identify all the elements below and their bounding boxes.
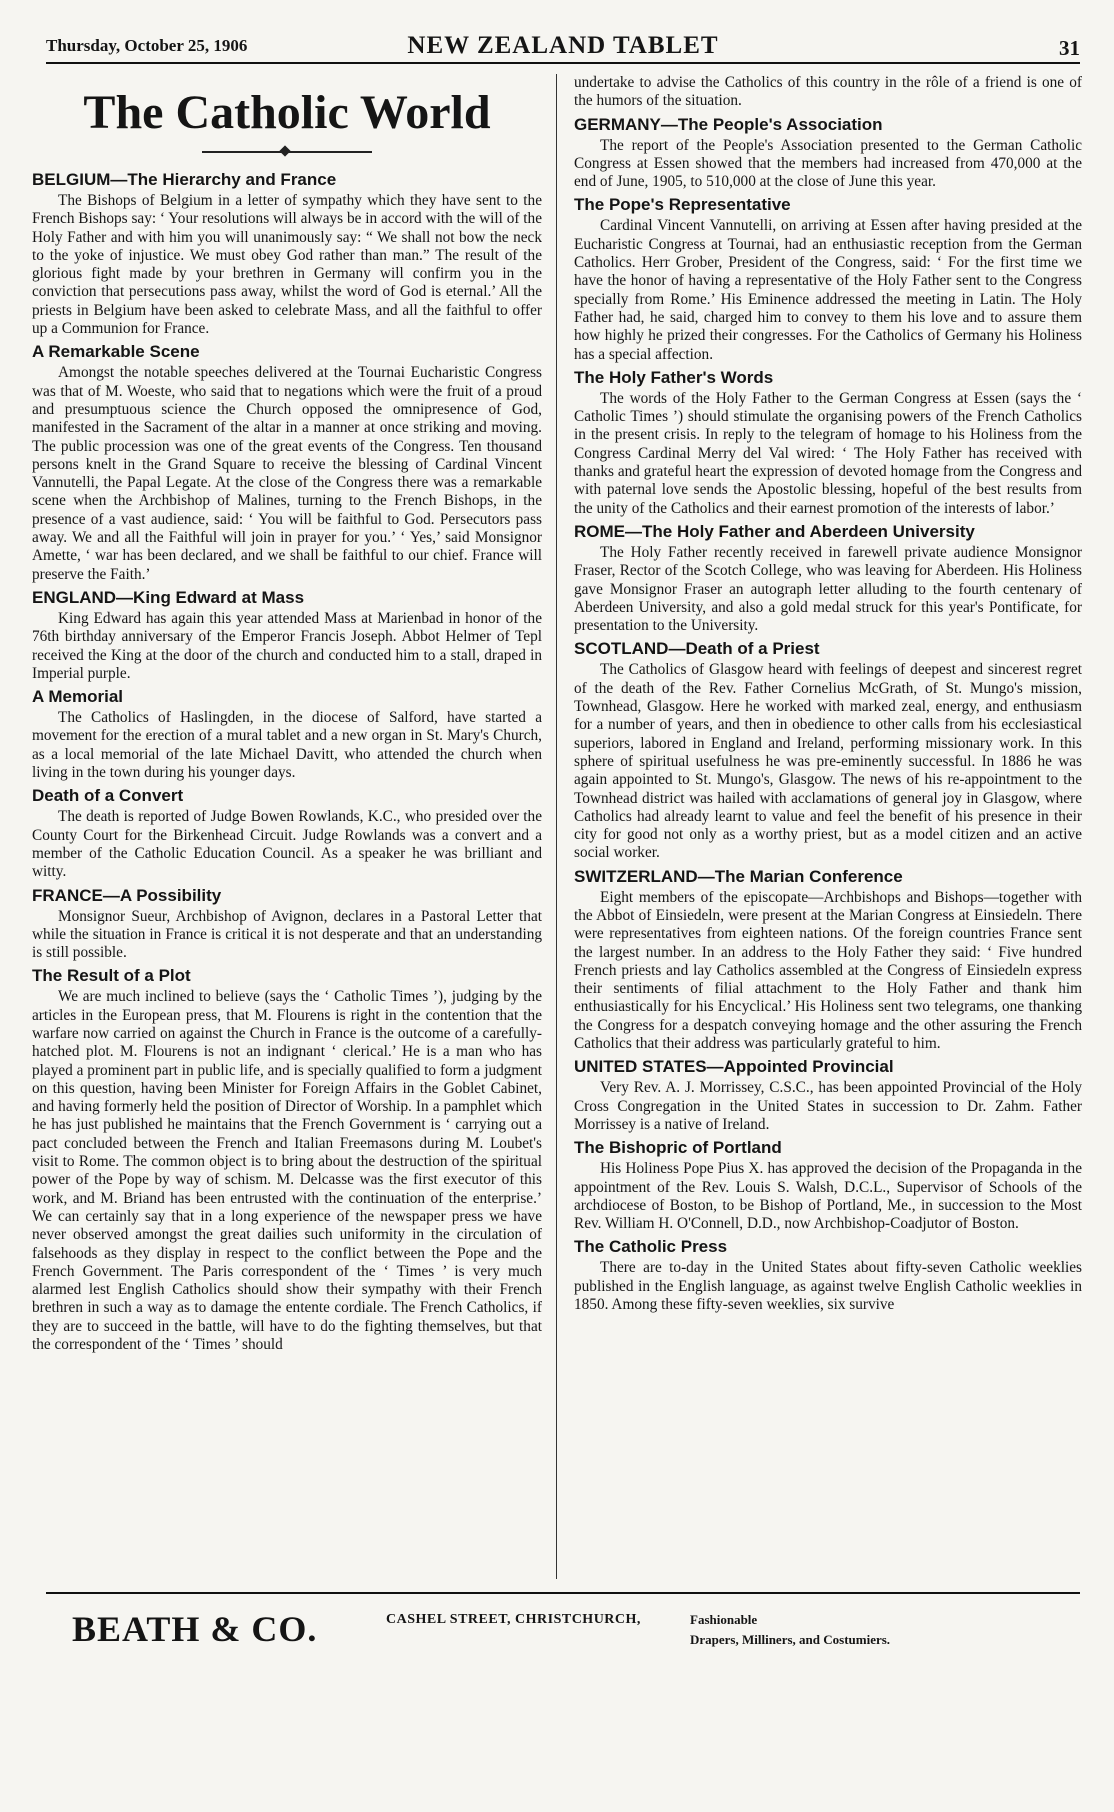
article-heading: The Result of a Plot	[32, 966, 191, 986]
masthead: NEW ZEALAND TABLET	[407, 32, 719, 59]
article-heading: FRANCE—A Possibility	[32, 885, 222, 905]
article-heading: A Memorial	[32, 687, 124, 707]
column-divider	[556, 74, 557, 1579]
advertiser-address: CASHEL STREET, CHRISTCHURCH,	[386, 1612, 641, 1627]
article	[574, 74, 1082, 111]
article	[32, 786, 542, 881]
article	[32, 588, 542, 683]
right-column	[574, 74, 1082, 1579]
article	[574, 1057, 1082, 1134]
page-number: 31	[1059, 36, 1080, 60]
article	[32, 687, 542, 782]
diamond-icon	[279, 145, 290, 156]
section-title: The Catholic World	[83, 86, 491, 139]
advertiser-trades: Drapers, Milliners, and Costumiers.	[690, 1632, 891, 1647]
article-paragraph: We are much inclined to believe (says the ‘ Catholic Times ’), judging by the articles in the European press, that M. Flourens is right in the contention that the warfare now carried on against the Church in France is the outcome of a carefully-hatched plot. M. Flourens is not an indignant ‘ clerical.’ He is a man who has played a prominent part in public life, and is specially qualified to form a judgment on this question, having been Minister for Foreign Affairs in the Goblet Cabinet, and having formerly held the position of Director of Worship. In a pamphlet which he has just published he maintains that the French Government is ‘ carrying out a pact concluded between the French and Italian Freemasons during M. Loubet's visit to Rome. The common object is to bring about the destruction of the spiritual power of the Pope by way of schism. M. Delcasse was the first executor of this work, and M. Briand has been entrusted with the continuation of the enterprise.’ We can certainly say that in a long experience of the newspaper press we have never observed amongst the great dailies such uniformity in the circulation of falsehoods as they display in respect to the conflict between the Pope and the French Government. The Paris correspondent of the ‘ Times ’ is very much alarmed lest English Catholics should show their sympathy with their French brethren in such a way as to damage the entente cordiale. The French Catholics, if they are to succeed in the battle, will have to do the fighting themselves, but that the correspondent of the ‘ Times ’ should	[32, 988, 542, 1354]
article-heading: UNITED STATES—Appointed Provincial	[574, 1057, 894, 1077]
article-heading: The Bishopric of Portland	[574, 1138, 782, 1158]
article	[574, 368, 1082, 518]
advertiser-name: BEATH & CO.	[72, 1609, 318, 1649]
article-heading: The Holy Father's Words	[574, 367, 774, 387]
article-paragraph: His Holiness Pope Pius X. has approved the decision of the Propaganda in the appointment of the Rev. Louis S. Walsh, D.C.L., Supervisor of Schools of the archdiocese of Boston, to be Bishop of Portland, Me., in succession to the Most Rev. William H. O'Connell, D.D., now Archbishop-Coadjutor of Boston.	[574, 1160, 1082, 1233]
left-articles	[32, 170, 542, 1354]
article	[574, 195, 1082, 363]
article	[574, 522, 1082, 635]
article-paragraph: King Edward has again this year attended Mass at Marienbad in honor of the 76th birthday anniversary of the Emperor Francis Joseph. Abbot Helmer of Tepl received the King at the door of the church and conducted him to a stall, draped in Imperial purple.	[32, 609, 542, 682]
article-heading: Death of a Convert	[32, 786, 184, 806]
article-paragraph: Amongst the notable speeches delivered at the Tournai Eucharistic Congress was that of M. Woeste, who said that to negations which were the fruit of a proud and presumptuous science the Church opposed the omnipresence of God, manifested in the Sacrament of the altar in a manner at once striking and moving. The public procession was one of the great events of the Congress. Ten thousand persons knelt in the Grand Square to receive the blessing of Cardinal Vincent Vannutelli, the Papal Legate. At the close of the Congress there was a remarkable scene when the Archbishop of Malines, turning to the French Bishops, in the presence of a vast audience, said: ‘ You will be faithful to God. Persecutors pass away. We and all the Faithful will join in prayer for you.’ ‘ Yes,’ said Monsignor Amette, ‘ war has been declared, and we shall be faithful to our chief. France will preserve the Faith.’	[32, 364, 542, 583]
article-paragraph: Monsignor Sueur, Archbishop of Avignon, declares in a Pastoral Letter that while the situation in France is critical it is not desperate and that an understanding is still possible.	[32, 907, 542, 962]
article	[32, 342, 542, 584]
article-paragraph: The words of the Holy Father to the German Congress at Essen (says the ‘ Catholic Times ’) should stimulate the organising powers of the French Catholics in the present crisis. In reply to the telegram of homage to his Holiness from the Congress Cardinal Merry del Val wired: ‘ The Holy Father has received with thanks and grateful heart the expression of devoted homage from the Congress and with paternal love sends the Apostolic blessing, hopeful of the best results from the unity of the Catholics and their earnest promotion of the interests of labor.’	[574, 389, 1082, 517]
article	[574, 1138, 1082, 1233]
article-paragraph: The Bishops of Belgium in a letter of sympathy which they have sent to the French Bishops say: ‘ Your resolutions will always be in accord with the will of the Holy Father and with him you will unanimously say: “ We shall not bow the neck to the yoke of injustice. We must obey God rather than man.” The result of the glorious fight made by your brethren in Germany will confirm you in the conviction that persecutions pass away, whilst the word of God is eternal.’ All the priests in Belgium have been asked to celebrate Mass, and all the faithful to offer up a Communion for France.	[32, 192, 542, 338]
article-paragraph: The Catholics of Haslingden, in the diocese of Salford, have started a movement for the erection of a mural tablet and a new organ in St. Mary's Church, as a local memorial of the late Michael Davitt, who attended the church when living in the town during his younger days.	[32, 709, 542, 782]
article-heading: SCOTLAND—Death of a Priest	[574, 639, 820, 659]
title-ornament	[32, 146, 542, 156]
article	[32, 886, 542, 963]
article-heading: A Remarkable Scene	[32, 342, 200, 362]
article-heading: The Catholic Press	[574, 1237, 728, 1257]
article-paragraph: The Catholics of Glasgow heard with feelings of deepest and sincerest regret of the death of the Rev. Father Cornelius McGrath, of St. Mungo's mission, Townhead, Glasgow. Here he worked with marked zeal, energy, and enthusiasm for a number of years, and then in obedience to other calls from his ecclesiastical superiors, labored in England and Ireland, performing missionary work. In this sphere of spiritual usefulness he was pre-eminently successful. In 1886 he was again appointed to St. Mungo's, Glasgow. The news of his re-appointment to the Townhead district was hailed with acclamations of general joy in Glasgow, where Catholics had already learnt to value and feel the benefit of his presence in their city for good not only as a worthy priest, but as a model citizen and an active social worker.	[574, 661, 1082, 862]
article	[574, 867, 1082, 1054]
article-paragraph: Very Rev. A. J. Morrissey, C.S.C., has been appointed Provincial of the Holy Cross Congregation in the United States in succession to Dr. Zahm. Father Morrissey is a native of Ireland.	[574, 1079, 1082, 1133]
article-heading: The Pope's Representative	[574, 195, 791, 215]
right-articles	[574, 74, 1082, 1314]
article-paragraph: The Holy Father recently received in farewell private audience Monsignor Fraser, Rector of the Scotch College, who was leaving for Aberdeen. His Holiness gave Monsignor Fraser an autograph letter alluding to the fourth centenary of Aberdeen University, and also a gold medal struck for this year's Pontificate, for presentation to the University.	[574, 543, 1082, 635]
article-heading: ENGLAND—King Edward at Mass	[32, 587, 305, 607]
left-column	[32, 74, 542, 1579]
page-header	[46, 34, 1080, 64]
article	[32, 966, 542, 1354]
article-heading: ROME—The Holy Father and Aberdeen University	[574, 521, 975, 541]
article-paragraph: There are to-day in the United States about fifty-seven Catholic weeklies published in the English language, as against twelve English Catholic weeklies in 1850. Among these fifty-seven weeklies, six survive	[574, 1259, 1082, 1314]
article-heading: GERMANY—The People's Association	[574, 114, 883, 134]
article-paragraph: The report of the People's Association presented to the German Catholic Congress at Essen showed that the members had increased from 470,000 at the end of June, 1905, to 510,000 at the close of June this year.	[574, 136, 1082, 191]
article-paragraph: undertake to advise the Catholics of this country in the rôle of a friend is one of the humors of the situation.	[574, 74, 1082, 110]
article-paragraph: The death is reported of Judge Bowen Rowlands, K.C., who presided over the County Court for the Birkenhead Circuit. Judge Rowlands was a convert and a member of the Catholic Education Council. As a speaker he was brilliant and witty.	[32, 808, 542, 881]
article-paragraph: Cardinal Vincent Vannutelli, on arriving at Essen after having presided at the Eucharistic Congress at Tournai, had an enthusiastic reception from the German Catholics. Herr Grober, President of the Congress, said: ‘ For the first time we have the honor of having a representative of the Holy Father sent to the Congress specially from Rome.’ His Eminence addressed the meeting in Latin. The Holy Father had, he said, charged him to convey to them his love and to assure them how highly he prized their congresses. For the Catholics of Germany his Holiness has a special affection.	[574, 217, 1082, 363]
article-heading: SWITZERLAND—The Marian Conference	[574, 866, 903, 886]
article-heading: BELGIUM—The Hierarchy and France	[32, 170, 337, 189]
advertisement-footer	[46, 1592, 1080, 1664]
article	[574, 115, 1082, 192]
advertiser-tagline: Fashionable	[690, 1612, 758, 1627]
article	[32, 170, 542, 338]
article	[574, 1237, 1082, 1314]
article	[574, 639, 1082, 862]
issue-date: Thursday, October 25, 1906	[46, 36, 248, 55]
article-paragraph: Eight members of the episcopate—Archbishops and Bishops—together with the Abbot of Einsiedeln, were present at the Marian Congress at Einsiedeln. There were representatives from eighteen nations. Of the foreign countries France sent the largest number. In an address to the Holy Father they said: ‘ Five hundred French priests and lay Catholics assembled at the Congress of Einsiedeln express their sentiments of filial attachment to the Holy Father and thank him enthusiastically for his Encyclical.’ His Holiness sent two telegrams, one thanking the Congress for a despatch conveying homage and the other assuring the French Catholics that their address was particularly grateful to him.	[574, 888, 1082, 1053]
